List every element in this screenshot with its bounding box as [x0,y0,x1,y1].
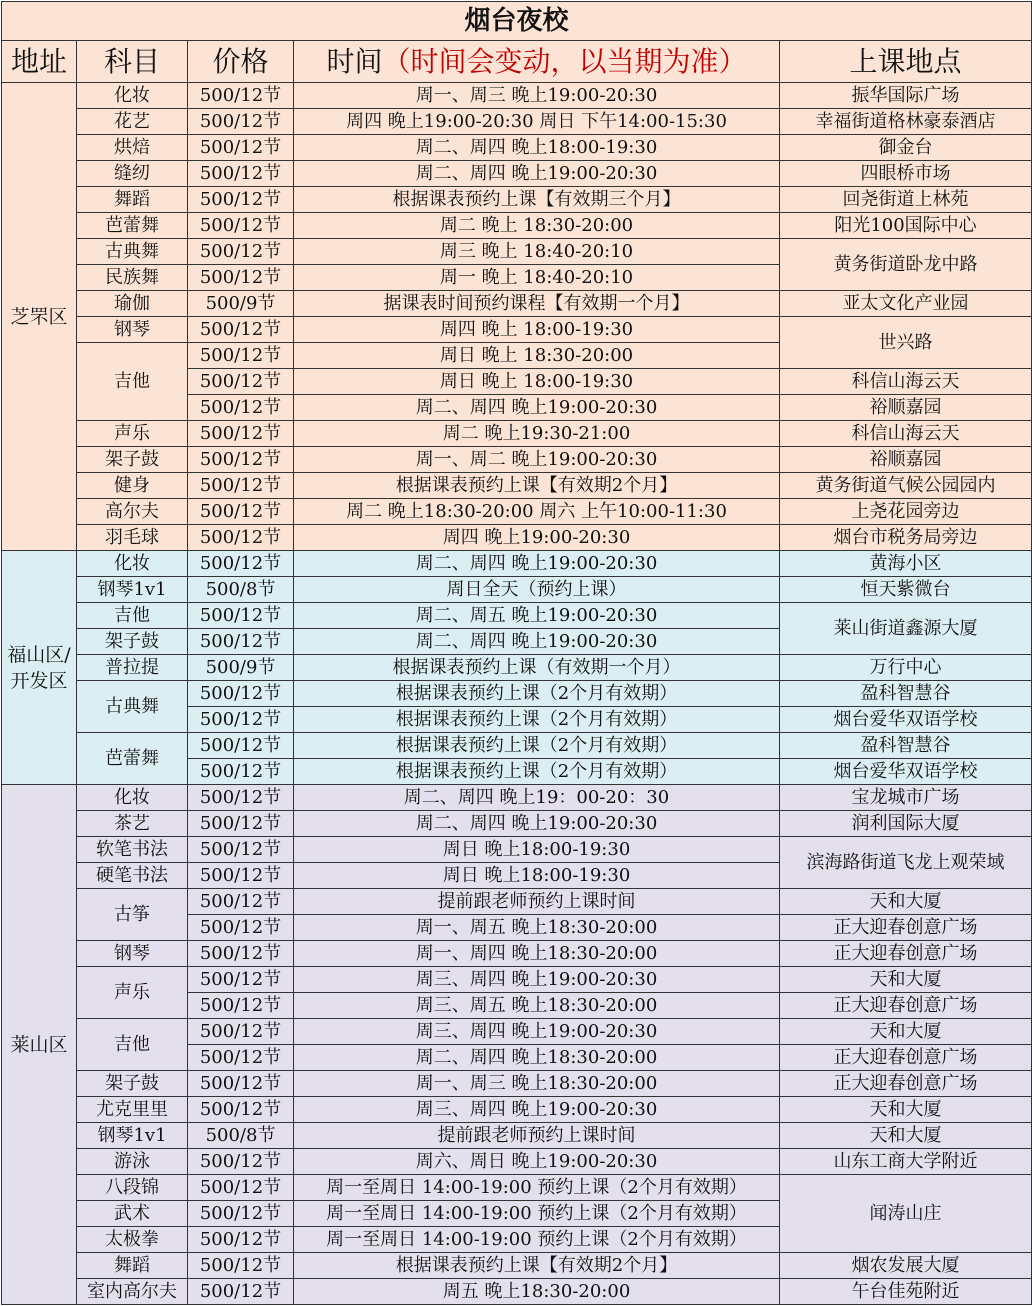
time-cell: 周三 晚上 18:40-20:10 [294,239,780,265]
table-row [2,941,1032,967]
time-cell: 周一 晚上 18:40-20:10 [294,265,780,291]
table-row [2,161,1032,187]
time-cell: 根据课表预约上课（2个月有效期） [294,681,780,707]
location-cell: 黄务街道气候公园园内 [780,473,1032,499]
header-time-note: （时间会变动，以当期为准） [382,44,747,78]
table-row [2,811,1032,837]
price-cell: 500/12节 [188,733,294,759]
subject-cell: 羽毛球 [77,525,188,551]
price-cell: 500/9节 [188,655,294,681]
table-row [2,447,1032,473]
location-cell: 山东工商大学附近 [780,1149,1032,1175]
subject-cell: 普拉提 [77,655,188,681]
location-cell: 幸福街道格林豪泰酒店 [780,109,1032,135]
location-cell: 回尧街道上林苑 [780,187,1032,213]
subject-cell: 舞蹈 [77,187,188,213]
subject-cell: 钢琴1v1 [77,1123,188,1149]
price-cell: 500/12节 [188,629,294,655]
price-cell: 500/8节 [188,1123,294,1149]
price-cell: 500/12节 [188,473,294,499]
subject-cell: 钢琴 [77,317,188,343]
price-cell: 500/12节 [188,837,294,863]
location-cell: 滨海路街道飞龙上观荣域 [780,837,1032,889]
table-row [2,421,1032,447]
time-cell: 周一至周日 14:00-19:00 预约上课（2个月有效期） [294,1201,780,1227]
time-cell: 周四 晚上 18:00-19:30 [294,317,780,343]
subject-cell: 茶艺 [77,811,188,837]
subject-cell: 高尔夫 [77,499,188,525]
price-cell: 500/12节 [188,993,294,1019]
price-cell: 500/12节 [188,1149,294,1175]
time-cell: 周日 晚上 18:30-20:00 [294,343,780,369]
time-cell: 周二、周四 晚上19:00-20:30 [294,629,780,655]
price-cell: 500/12节 [188,1019,294,1045]
time-cell: 周日 晚上18:00-19:30 [294,837,780,863]
price-cell: 500/12节 [188,499,294,525]
subject-cell: 吉他 [77,343,188,421]
area-cell: 芝罘区 [2,83,77,551]
location-cell: 闻涛山庄 [780,1175,1032,1253]
table-row [2,577,1032,603]
price-cell: 500/12节 [188,447,294,473]
table-row [2,733,1032,759]
location-cell: 阳光100国际中心 [780,213,1032,239]
price-cell: 500/12节 [188,1227,294,1253]
subject-cell: 架子鼓 [77,447,188,473]
subject-cell: 化妆 [77,83,188,109]
subject-cell: 古典舞 [77,239,188,265]
subject-cell: 八段锦 [77,1175,188,1201]
location-cell: 盈科智慧谷 [780,733,1032,759]
location-cell: 四眼桥市场 [780,161,1032,187]
time-cell: 周三、周四 晚上19:00-20:30 [294,967,780,993]
location-cell: 天和大厦 [780,967,1032,993]
table-row [2,473,1032,499]
table-row [2,317,1032,343]
time-cell: 周一、周二 晚上19:00-20:30 [294,447,780,473]
time-cell: 周一、周四 晚上18:30-20:00 [294,941,780,967]
time-cell: 周三、周五 晚上18:30-20:00 [294,993,780,1019]
subject-cell: 舞蹈 [77,1253,188,1279]
time-cell: 提前跟老师预约上课时间 [294,1123,780,1149]
location-cell: 裕顺嘉园 [780,395,1032,421]
subject-cell: 化妆 [77,551,188,577]
time-cell: 周一至周日 14:00-19:00 预约上课（2个月有效期） [294,1227,780,1253]
area-cell: 福山区/开发区 [2,551,77,785]
location-cell: 正大迎春创意广场 [780,1071,1032,1097]
subject-cell: 瑜伽 [77,291,188,317]
time-cell: 周二、周四 晚上18:30-20:00 [294,1045,780,1071]
subject-cell: 声乐 [77,967,188,1019]
price-cell: 500/12节 [188,135,294,161]
location-cell: 烟台爱华双语学校 [780,759,1032,785]
table-row [2,1149,1032,1175]
price-cell: 500/12节 [188,395,294,421]
table-row [2,1175,1032,1201]
subject-cell: 尤克里里 [77,1097,188,1123]
location-cell: 莱山街道鑫源大厦 [780,603,1032,655]
subject-cell: 钢琴 [77,941,188,967]
subject-cell: 民族舞 [77,265,188,291]
price-cell: 500/12节 [188,707,294,733]
table-row [2,1279,1032,1305]
location-cell: 天和大厦 [780,1123,1032,1149]
schedule-body [2,83,1032,1305]
location-cell: 烟农发展大厦 [780,1253,1032,1279]
location-cell: 裕顺嘉园 [780,447,1032,473]
subject-cell: 古筝 [77,889,188,941]
price-cell: 500/12节 [188,421,294,447]
location-cell: 午台佳苑附近 [780,1279,1032,1305]
header-time [294,41,780,83]
header-address: 地址 [2,41,77,83]
time-cell: 周日全天（预约上课） [294,577,780,603]
table-row [2,1019,1032,1045]
subject-cell: 武术 [77,1201,188,1227]
time-cell: 根据课表预约上课（2个月有效期） [294,733,780,759]
price-cell: 500/12节 [188,915,294,941]
table-row [2,239,1032,265]
location-cell: 万行中心 [780,655,1032,681]
time-cell: 周一、周三 晚上18:30-20:00 [294,1071,780,1097]
price-cell: 500/12节 [188,785,294,811]
subject-cell: 缝纫 [77,161,188,187]
time-cell: 据课表时间预约课程【有效期一个月】 [294,291,780,317]
table-row [2,213,1032,239]
table-row [2,551,1032,577]
price-cell: 500/8节 [188,577,294,603]
price-cell: 500/12节 [188,941,294,967]
price-cell: 500/12节 [188,603,294,629]
time-cell: 根据课表预约上课【有效期三个月】 [294,187,780,213]
time-cell: 周二、周四 晚上19:00-20:30 [294,395,780,421]
time-cell: 周一、周三 晚上19:00-20:30 [294,83,780,109]
time-cell: 周二 晚上19:30-21:00 [294,421,780,447]
subject-cell: 古典舞 [77,681,188,733]
price-cell: 500/12节 [188,109,294,135]
time-cell: 周二、周四 晚上19：00-20：30 [294,785,780,811]
time-cell: 周一至周日 14:00-19:00 预约上课（2个月有效期） [294,1175,780,1201]
price-cell: 500/12节 [188,1253,294,1279]
location-cell: 宝龙城市广场 [780,785,1032,811]
subject-cell: 芭蕾舞 [77,733,188,785]
table-row [2,967,1032,993]
subject-cell: 钢琴1v1 [77,577,188,603]
time-cell: 周四 晚上19:00-20:30 周日 下午14:00-15:30 [294,109,780,135]
price-cell: 500/12节 [188,1097,294,1123]
location-cell: 黄海小区 [780,551,1032,577]
subject-cell: 游泳 [77,1149,188,1175]
location-cell: 正大迎春创意广场 [780,1045,1032,1071]
price-cell: 500/12节 [188,759,294,785]
location-cell: 烟台爱华双语学校 [780,707,1032,733]
time-cell: 周三、周四 晚上19:00-20:30 [294,1097,780,1123]
price-cell: 500/12节 [188,239,294,265]
table-row [2,135,1032,161]
header-location: 上课地点 [780,41,1032,83]
table-row [2,525,1032,551]
time-cell: 周二、周四 晚上19:00-20:30 [294,551,780,577]
table-row [2,187,1032,213]
table-row [2,655,1032,681]
subject-cell: 软笔书法 [77,837,188,863]
time-cell: 周一、周五 晚上18:30-20:00 [294,915,780,941]
subject-cell: 吉他 [77,1019,188,1071]
table-row [2,109,1032,135]
location-cell: 正大迎春创意广场 [780,993,1032,1019]
sheet-title: 烟台夜校 [2,2,1032,41]
subject-cell: 硬笔书法 [77,863,188,889]
price-cell: 500/12节 [188,317,294,343]
time-cell: 根据课表预约上课（有效期一个月） [294,655,780,681]
time-cell: 周三、周四 晚上19:00-20:30 [294,1019,780,1045]
location-cell: 亚太文化产业园 [780,291,1032,317]
schedule-sheet [0,1,1032,1306]
price-cell: 500/12节 [188,187,294,213]
location-cell: 盈科智慧谷 [780,681,1032,707]
price-cell: 500/12节 [188,369,294,395]
price-cell: 500/12节 [188,1175,294,1201]
location-cell: 恒天紫微台 [780,577,1032,603]
subject-cell: 架子鼓 [77,629,188,655]
time-cell: 根据课表预约上课【有效期2个月】 [294,473,780,499]
subject-cell: 健身 [77,473,188,499]
location-cell: 正大迎春创意广场 [780,941,1032,967]
time-cell: 周二 晚上18:30-20:00 周六 上午10:00-11:30 [294,499,780,525]
schedule-table [1,1,1032,1305]
price-cell: 500/12节 [188,1279,294,1305]
subject-cell: 芭蕾舞 [77,213,188,239]
time-cell: 周日 晚上 18:00-19:30 [294,369,780,395]
location-cell: 科信山海云天 [780,421,1032,447]
table-row [2,291,1032,317]
time-cell: 周二、周五 晚上19:00-20:30 [294,603,780,629]
table-row [2,83,1032,109]
location-cell: 振华国际广场 [780,83,1032,109]
price-cell: 500/12节 [188,265,294,291]
price-cell: 500/12节 [188,967,294,993]
price-cell: 500/12节 [188,1201,294,1227]
table-row [2,889,1032,915]
location-cell: 天和大厦 [780,889,1032,915]
time-cell: 周六、周日 晚上19:00-20:30 [294,1149,780,1175]
price-cell: 500/12节 [188,161,294,187]
subject-cell: 化妆 [77,785,188,811]
table-row [2,499,1032,525]
location-cell: 烟台市税务局旁边 [780,525,1032,551]
location-cell: 世兴路 [780,317,1032,369]
subject-cell: 花艺 [77,109,188,135]
location-cell: 润利国际大厦 [780,811,1032,837]
price-cell: 500/12节 [188,213,294,239]
time-cell: 根据课表预约上课【有效期2个月】 [294,1253,780,1279]
location-cell: 御金台 [780,135,1032,161]
price-cell: 500/12节 [188,525,294,551]
subject-cell: 室内高尔夫 [77,1279,188,1305]
location-cell: 天和大厦 [780,1019,1032,1045]
subject-cell: 声乐 [77,421,188,447]
time-cell: 周二、周四 晚上19:00-20:30 [294,161,780,187]
price-cell: 500/12节 [188,343,294,369]
price-cell: 500/12节 [188,551,294,577]
price-cell: 500/12节 [188,863,294,889]
subject-cell: 烘焙 [77,135,188,161]
header-price: 价格 [188,41,294,83]
price-cell: 500/12节 [188,811,294,837]
table-row [2,785,1032,811]
table-row [2,603,1032,629]
location-cell: 上尧花园旁边 [780,499,1032,525]
subject-cell: 太极拳 [77,1227,188,1253]
table-row [2,1123,1032,1149]
price-cell: 500/9节 [188,291,294,317]
header-subject: 科目 [77,41,188,83]
time-cell: 周二、周四 晚上18:00-19:30 [294,135,780,161]
price-cell: 500/12节 [188,83,294,109]
table-row [2,681,1032,707]
time-cell: 周四 晚上19:00-20:30 [294,525,780,551]
table-row [2,1071,1032,1097]
price-cell: 500/12节 [188,889,294,915]
time-cell: 周二、周四 晚上19:00-20:30 [294,811,780,837]
time-cell: 提前跟老师预约上课时间 [294,889,780,915]
price-cell: 500/12节 [188,681,294,707]
table-row [2,837,1032,863]
location-cell: 科信山海云天 [780,369,1032,395]
location-cell: 正大迎春创意广场 [780,915,1032,941]
time-cell: 周二 晚上 18:30-20:00 [294,213,780,239]
header-time-label: 时间 [326,44,383,78]
table-row [2,1097,1032,1123]
price-cell: 500/12节 [188,1045,294,1071]
time-cell: 根据课表预约上课（2个月有效期） [294,759,780,785]
table-row [2,1253,1032,1279]
time-cell: 周五 晚上18:30-20:00 [294,1279,780,1305]
location-cell: 黄务街道卧龙中路 [780,239,1032,291]
time-cell: 周日 晚上18:00-19:30 [294,863,780,889]
price-cell: 500/12节 [188,1071,294,1097]
area-cell: 莱山区 [2,785,77,1305]
time-cell: 根据课表预约上课（2个月有效期） [294,707,780,733]
location-cell: 天和大厦 [780,1097,1032,1123]
subject-cell: 架子鼓 [77,1071,188,1097]
subject-cell: 吉他 [77,603,188,629]
